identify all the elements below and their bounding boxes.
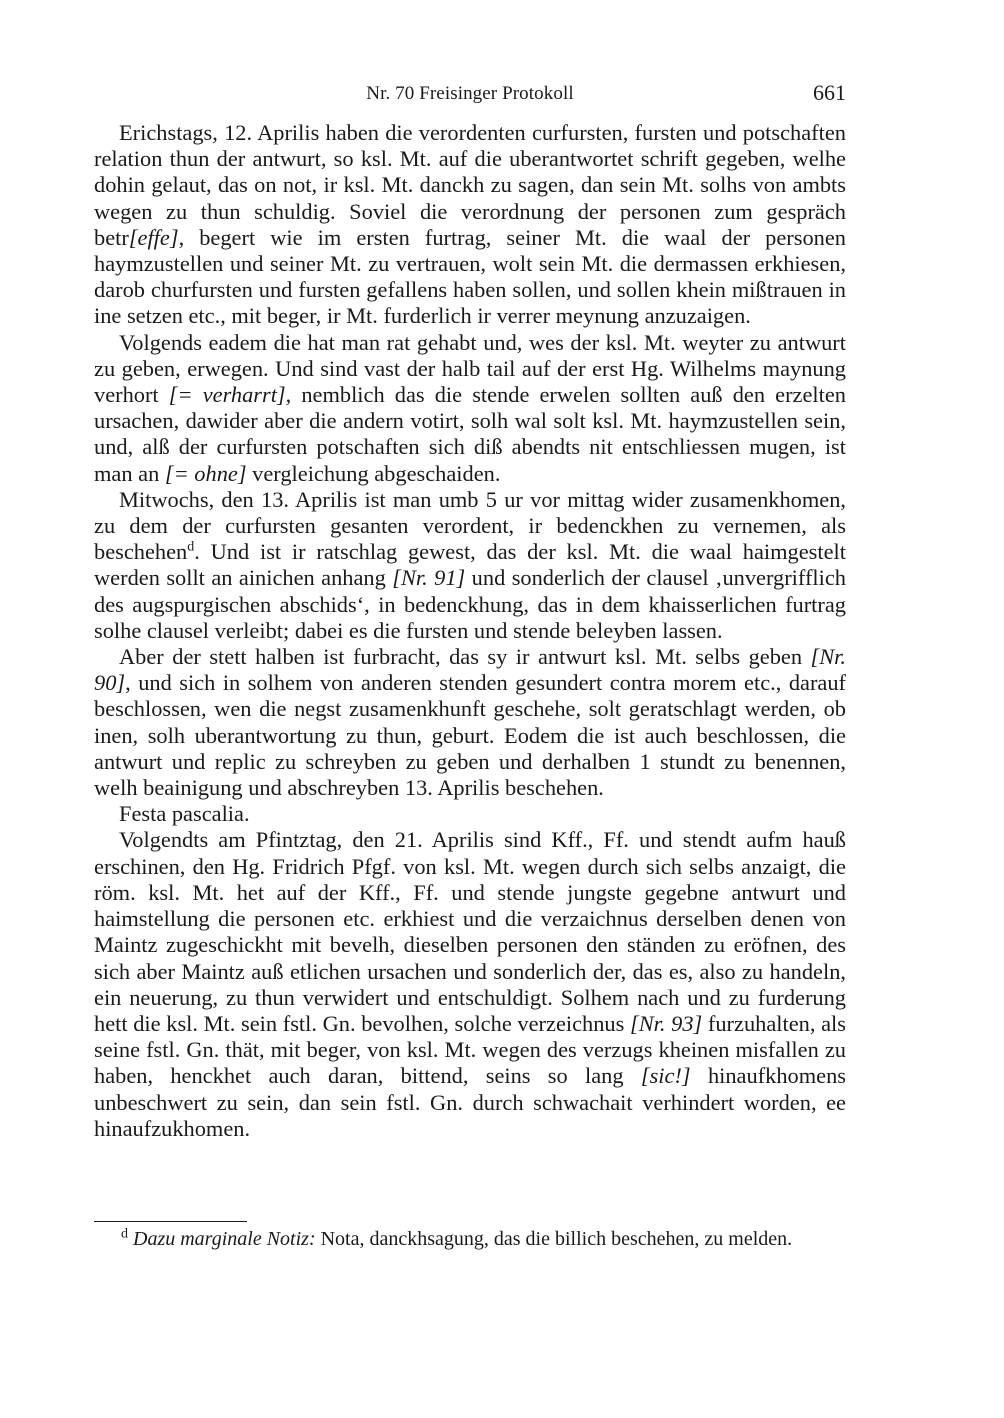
footnote-label: Dazu marginale Notiz:	[133, 1228, 316, 1250]
editorial-note: [= ohne]	[164, 460, 247, 486]
paragraph-5	[94, 801, 846, 827]
footnote-reference[interactable]: d	[187, 539, 195, 555]
text-run: , begert wie im ersten furtrag, seiner Mt. die waal der personen haymzustellen und seiner Mt. zu vertrauen, wolt sein Mt. die dermassen erkhiesen, darob churfursten und fursten gefallens haben sollen, und sollen khein mißtrauen in ine setzen etc., mit beger, ir Mt. furderlich ir verrer meynung anzuzaigen.	[94, 224, 846, 329]
footnote-divider	[94, 1221, 247, 1222]
page-number: 661	[813, 80, 846, 105]
footnote-mark: d	[121, 1226, 128, 1242]
text-run: furzuhalten, als seine fstl. Gn. thät, mit beger, von ksl. Mt. wegen des verzugs kheinen misfallen zu haben, henckhet auch daran, bittend, seins so lang	[94, 1010, 846, 1089]
text-run: und sonderlich der clausel ‚unvergrifflich des augspurgischen abschids‘, in bedenckhung, das in dem khaisserlichen furtrag solhe clausel verleibt; dabei es die fursten und stende beleyben lassen.	[94, 565, 846, 643]
document-reference: [Nr. 91]	[392, 565, 466, 591]
text-run: Aber der stett halben ist furbracht, das sy ir antwurt ksl. Mt. selbs geben	[119, 644, 811, 670]
footnote	[94, 1227, 846, 1252]
running-head: Nr. 70 Freisinger Protokoll	[366, 83, 574, 104]
document-reference: [Nr. 90]	[94, 644, 846, 696]
paragraph-2	[94, 330, 846, 487]
editorial-note: [= verharrt]	[168, 382, 286, 408]
text-run: . Und ist ir ratschlag gewest, das der ksl. Mt. die waal haimgestelt werden sollt an ainichen anhang	[94, 539, 846, 591]
body-text	[94, 120, 846, 1142]
text-run: Mitwochs, den 13. Aprilis ist man umb 5 ur vor mittag wider zusamenkhomen, zu dem der curfursten gesanten verordent, ir bedenckhen zu vernemen, als beschehen	[94, 486, 846, 565]
page-header	[94, 80, 846, 110]
paragraph-6	[94, 827, 846, 1141]
editorial-note: [sic!]	[640, 1063, 691, 1089]
document-reference: [Nr. 93]	[630, 1010, 703, 1036]
text-run: Erichstags, 12. Aprilis haben die verordenten curfursten, fursten und potschaften relation thun der antwurt, so ksl. Mt. auf die uberantwortet schrift gegeben, welhe dohin gelaut, das on not, ir ksl. Mt. danckh zu sagen, dan sein Mt. solhs von ambts wegen zu thun schuldig. Soviel die verordnung der personen zum gespräch betr	[94, 120, 846, 250]
text-run: , und sich in solhem von anderen stenden gesundert contra morem etc., darauf beschlossen, wen die negst zusamenkhunft geschehe, solt geratschlagt werden, ob inen, solh uberantwortung zu thun, geburt. Eodem die ist auch beschlossen, die antwurt und replic zu schreyben zu geben und derhalben 1 stundt zu benennen, welh beainigung und abschreyben 13. Aprilis beschehen.	[94, 670, 846, 801]
text-run: vergleichung abgeschaiden.	[246, 460, 501, 486]
paragraph-3	[94, 487, 846, 644]
paragraph-4	[94, 644, 846, 801]
text-run: hinaufkhomens unbeschwert zu sein, dan sein fstl. Gn. durch schwachait verhindert worden, ee hinaufzukhomen.	[94, 1063, 846, 1141]
text-run: , nemblich das die stende erwelen sollten auß den erzelten ursachen, dawider aber die andern votirt, solh wal solt ksl. Mt. haymzustellen sein, und, alß der curfursten potschaften sich diß abendts nit entschliessen mugen, ist man an	[94, 382, 846, 486]
editorial-note: [effe]	[128, 224, 179, 250]
text-run: Festa pascalia.	[119, 801, 250, 827]
footnote-text: Nota, danckhsagung, das die billich beschehen, zu melden.	[315, 1228, 793, 1250]
text-run: Volgendts am Pfintztag, den 21. Aprilis sind Kff., Ff. und stendt aufm hauß erschinen, den Hg. Fridrich Pfgf. von ksl. Mt. wegen durch sich selbs anzaigt, die röm. ksl. Mt. het auf der Kff., Ff. und stende jungste gegebne antwurt und haimstellung die personen etc. erkhiest und die verzaichnus derselben denen von Maintz zugeschickht mit bevelh, dieselben personen den ständen zu eröfnen, des sich aber Maintz auß etlichen ursachen und sonderlich der, das es, also zu handeln, ein neuerung, zu thun verwidert und entschuldigt. Solhem nach und zu furderung hett die ksl. Mt. sein fstl. Gn. bevolhen, solche verzeichnus	[94, 827, 846, 1036]
text-run: Volgends eadem die hat man rat gehabt und, wes der ksl. Mt. weyter zu antwurt zu geben, erwegen. Und sind vast der halb tail auf der erst Hg. Wilhelms maynung verhort	[94, 329, 846, 408]
paragraph-1	[94, 120, 846, 330]
